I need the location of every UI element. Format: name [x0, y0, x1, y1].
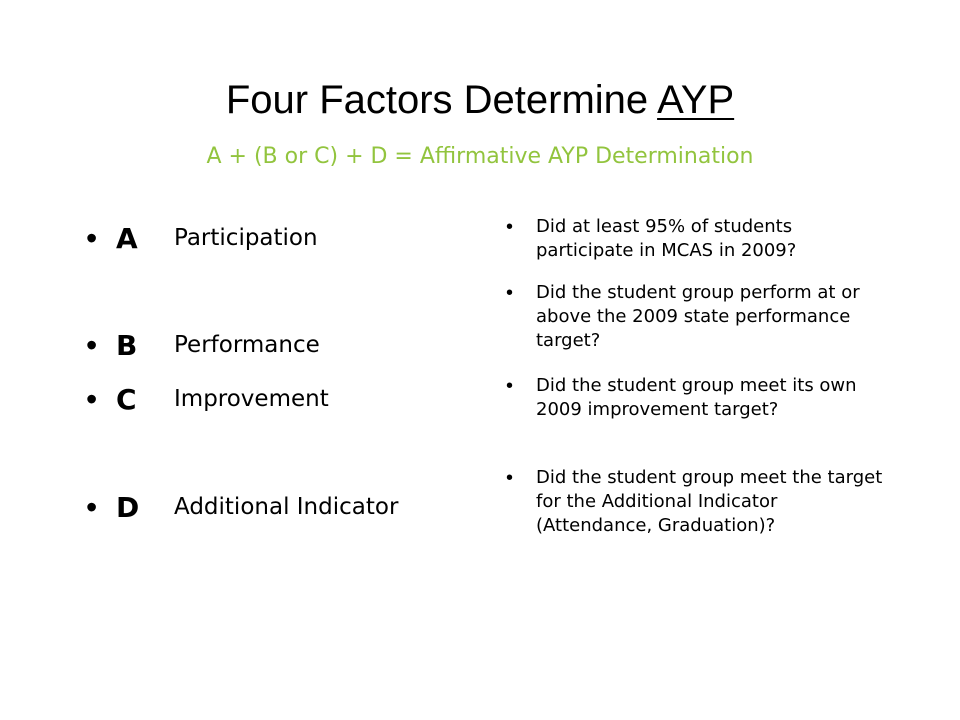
factor-name: Participation: [174, 225, 318, 251]
bullet-icon: •: [86, 488, 98, 525]
factor-item-b: [86, 325, 320, 365]
bullet-icon: •: [506, 375, 514, 397]
bullet-icon: •: [506, 467, 514, 489]
factor-letter: B: [116, 328, 138, 362]
factor-letter: D: [116, 490, 140, 524]
question-text: Did the student group meet its own 2009 improvement target?: [536, 375, 857, 420]
question-item-additional-indicator: [506, 466, 886, 538]
question-text: Did the student group perform at or above the 2009 state performance target?: [536, 282, 860, 351]
bullet-icon: •: [86, 219, 98, 256]
question-text: Did at least 95% of students participate in MCAS in 2009?: [536, 216, 797, 261]
bullet-icon: •: [86, 326, 98, 363]
bullet-icon: •: [506, 282, 514, 304]
question-item-participation: [506, 215, 886, 263]
factor-letter: A: [116, 221, 138, 255]
factor-item-c: [86, 379, 329, 419]
factor-item-d: [86, 487, 398, 527]
bullet-icon: •: [506, 216, 514, 238]
factor-name: Performance: [174, 332, 320, 358]
question-item-improvement: [506, 374, 886, 422]
factor-name: Improvement: [174, 386, 329, 412]
question-item-performance: [506, 281, 886, 353]
question-text: Did the student group meet the target for the Additional Indicator (Attendance, Graduation)?: [536, 467, 883, 536]
slide-title-prefix: Four Factors Determine: [225, 78, 658, 122]
factor-letter: C: [116, 382, 137, 416]
factor-item-a: [86, 218, 318, 258]
bullet-icon: •: [86, 380, 98, 417]
slide-title: [0, 74, 960, 126]
factor-name: Additional Indicator: [174, 494, 399, 520]
slide-title-ayp: AYP: [657, 78, 735, 122]
slide-subtitle: A + (B or C) + D = Affirmative AYP Determination: [206, 144, 754, 169]
